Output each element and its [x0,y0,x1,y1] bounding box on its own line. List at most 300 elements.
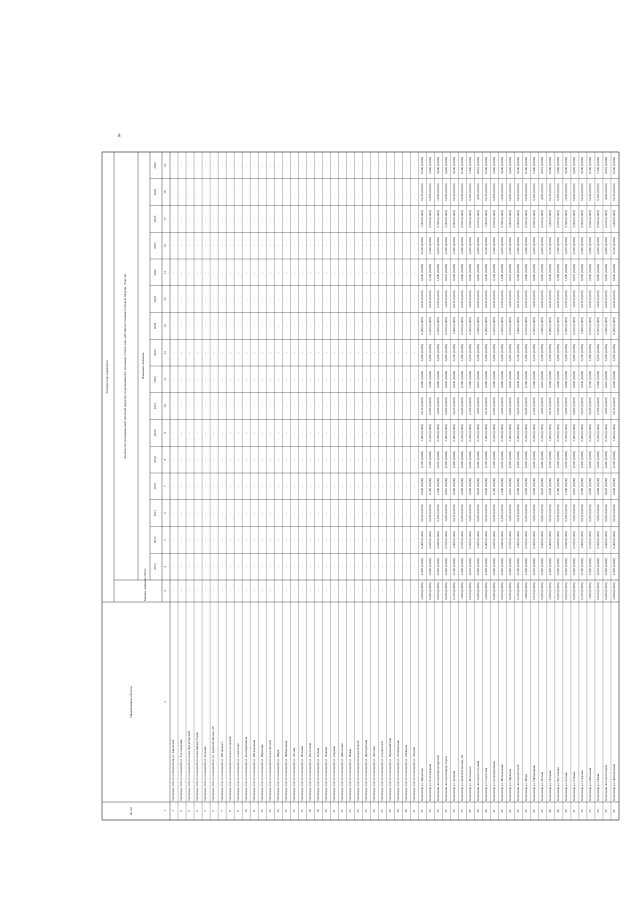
row-year-value: - [227,378,232,380]
row-year-value: - [187,539,192,541]
row-number: 16 [291,809,296,813]
row-year-value: 0,040 (0,000) [435,317,440,335]
row-year-value: 2,000 (0,000) [468,504,473,522]
row-year-value: 0,010 (0,000) [427,424,432,442]
row-year-value: - [283,512,288,514]
row-year-value: 0,010 (0,000) [500,237,505,255]
row-year-value: - [219,298,224,300]
row-year-value: 2,000 (0,000) [484,558,489,576]
row-year-value: 0,000 (0,000) [532,263,537,282]
row-year-value: 0,020 (0,000) [564,558,569,576]
row-year-value: 0,100 (0,000) [460,156,465,175]
row-year-value: - [339,271,344,273]
row-year-value: 0,020 (0,000) [596,451,601,469]
row-year-value: - [219,325,224,327]
row-year-value: - [235,459,240,461]
row-year-value: - [315,325,320,327]
row-year-value: 1,000 (0,000) [596,370,601,389]
row-year-value: - [331,245,336,247]
row-year-value: - [371,191,376,193]
row-year-value: 0,010 (0,000) [492,424,497,442]
row-year-value: 0,500 (0,000) [516,477,521,496]
row-year-value: - [171,512,176,514]
row-year-value: - [355,432,360,434]
header-year: 2019 [153,456,157,463]
row-year-value: 1,000 (0,000) [435,263,440,282]
row-year-value: - [331,566,336,568]
row-base-value: - [347,590,352,592]
row-year-value: - [315,432,320,434]
header-index: 3 [163,590,167,592]
row-year-value: - [211,298,216,300]
row-year-value: - [283,432,288,434]
row-year-value: 0,040 (0,000) [612,263,617,282]
row-year-value: 0,010 (0,000) [444,477,449,496]
row-year-value: - [251,432,256,434]
row-year-value: - [355,164,360,166]
row-year-value: 0,020 (0,000) [588,210,593,228]
row-name: Тепловые сети от котельной поселка Лесной [267,740,272,801]
row-year-value: 0,040 (0,000) [476,237,481,255]
row-year-value: - [195,539,200,541]
row-year-value: - [219,218,224,220]
row-base-value: 0,020 (0,000) [435,582,440,600]
row-year-value: - [171,218,176,220]
row-year-value: - [267,566,272,568]
row-base-value: - [379,590,384,592]
row-name: Котельная ул. Центральная [612,764,617,801]
row-year-value: 0,500 (0,000) [444,237,449,255]
row-year-value: - [315,485,320,487]
row-year-value: - [203,218,208,220]
row-year-value: 0,040 (0,000) [468,210,473,228]
header-index: 5 [163,539,167,541]
row-year-value: 0,010 (0,000) [500,451,505,469]
row-base-value: 0,010 (0,000) [596,582,601,600]
row-year-value: - [307,459,312,461]
row-name: Тепловые сети от котельной поселка Сосновый [227,736,232,801]
row-year-value: - [227,164,232,166]
row-year-value: 0,020 (0,000) [492,531,497,549]
row-year-value: 0,020 (0,000) [452,397,457,415]
row-year-value: 0,000 (0,000) [444,397,449,415]
row-year-value: - [251,352,256,354]
row-year-value: - [363,459,368,461]
row-year-value: - [235,539,240,541]
row-year-value: - [355,485,360,487]
row-year-value: - [243,245,248,247]
row-year-value: - [371,512,376,514]
row-year-value: 0,040 (0,000) [580,370,585,389]
row-year-value: - [387,298,392,300]
row-number: 45 [524,809,529,813]
row-year-value: - [379,191,384,193]
row-year-value: - [171,566,176,568]
row-year-value: 0,000 (0,000) [476,290,481,308]
row-year-value: 0,040 (0,000) [548,477,553,496]
row-year-value: - [371,325,376,327]
row-number: 21 [331,809,336,813]
row-year-value: - [187,485,192,487]
row-year-value: - [347,352,352,354]
row-name: Котельная ул. Парковая [508,768,513,801]
row-year-value: - [275,566,280,568]
row-number: 25 [363,809,368,813]
row-number: 40 [484,809,489,813]
row-year-value: 1,000 (0,000) [532,156,537,175]
row-base-value: 0,010 (0,000) [468,582,473,600]
row-year-value: - [219,164,224,166]
row-year-value: 2,000 (0,000) [612,558,617,576]
row-year-value: 0,500 (0,000) [452,477,457,496]
row-year-value: - [363,539,368,541]
row-name: Котельная ул. Кооперативная [492,761,497,801]
row-year-value: - [171,298,176,300]
row-year-value: 2,000 (0,000) [588,263,593,282]
row-year-value: - [315,405,320,407]
row-year-value: 0,020 (0,000) [516,397,521,415]
row-year-value: - [315,245,320,247]
row-year-value: - [307,164,312,166]
row-year-value: - [315,352,320,354]
row-year-value: 1,000 (0,000) [604,183,609,201]
row-base-value: - [403,590,408,592]
row-year-value: 0,020 (0,000) [468,451,473,469]
row-year-value: 0,010 (0,000) [419,183,424,201]
row-year-value: - [331,405,336,407]
row-year-value: 0,500 (0,000) [572,237,577,255]
row-year-value: 0,000 (0,000) [460,451,465,469]
row-year-value: 0,100 (0,000) [468,397,473,415]
row-year-value: 0,500 (0,000) [419,156,424,175]
row-year-value: - [171,245,176,247]
row-year-value: - [371,218,376,220]
row-year-value: - [299,164,304,166]
row-year-value: 0,020 (0,000) [548,290,553,308]
row-base-value: 0,000 (0,000) [427,582,432,600]
row-year-value: 0,040 (0,000) [419,263,424,282]
row-year-value: - [331,512,336,514]
row-year-value: - [387,485,392,487]
row-year-value: 0,000 (0,000) [524,451,529,469]
row-year-value: 0,010 (0,000) [419,397,424,415]
row-year-value: 0,020 (0,000) [476,477,481,496]
row-year-value: 0,010 (0,000) [508,263,513,282]
row-year-value: 1,000 (0,000) [460,344,465,362]
row-year-value: 0,010 (0,000) [596,558,601,576]
row-year-value: 0,040 (0,000) [588,397,593,415]
row-year-value: 0,100 (0,000) [588,156,593,175]
row-name: Котельная ул. Южная [572,771,577,801]
row-number: 23 [347,809,352,813]
header-index: 11 [163,377,167,381]
row-year-value: - [211,164,216,166]
row-year-value: 2,000 (0,000) [427,370,432,389]
row-year-value: - [283,539,288,541]
row-year-value: - [323,459,328,461]
row-year-value: 0,010 (0,000) [532,558,537,576]
row-year-value: - [347,245,352,247]
row-year-value: - [267,271,272,273]
row-year-value: - [387,512,392,514]
row-year-value: - [339,485,344,487]
row-year-value: - [267,405,272,407]
row-year-value: 0,020 (0,000) [435,344,440,362]
row-year-value: - [235,271,240,273]
row-year-value: 0,100 (0,000) [548,451,553,469]
row-year-value: - [187,378,192,380]
row-year-value: - [363,378,368,380]
row-year-value: 0,000 (0,000) [532,477,537,496]
row-year-value: 0,100 (0,000) [540,210,545,228]
row-year-value: - [211,191,216,193]
header-plan-label: Плановые значения [141,352,145,380]
row-year-value: - [347,218,352,220]
row-year-value: - [299,245,304,247]
row-name: Котельная ул. Мира [524,774,529,801]
row-year-value: - [267,164,272,166]
row-year-value: - [395,352,400,354]
row-year-value: - [315,298,320,300]
row-year-value: 0,100 (0,000) [419,237,424,255]
row-year-value: 0,500 (0,000) [588,504,593,522]
row-year-value: 0,500 (0,000) [556,397,561,415]
row-year-value: 0,040 (0,000) [612,477,617,496]
row-year-value: - [203,298,208,300]
row-year-value: - [299,191,304,193]
row-year-value: - [179,405,184,407]
row-year-value: - [267,512,272,514]
row-year-value: 0,010 (0,000) [468,558,473,576]
row-year-value: - [179,512,184,514]
row-year-value: - [363,191,368,193]
row-year-value: 2,000 (0,000) [516,237,521,255]
row-year-value: - [379,566,384,568]
row-name: Тепловые сети от котельной ул. Восточная [307,743,312,801]
row-year-value: - [203,405,208,407]
row-year-value: - [355,271,360,273]
row-year-value: - [387,245,392,247]
row-base-value: 2,000 (0,000) [612,582,617,600]
row-number: 3 [187,810,192,812]
row-year-value: - [251,512,256,514]
row-year-value: 0,100 (0,000) [588,370,593,389]
row-year-value: 1,000 (0,000) [572,504,577,522]
row-year-value: - [395,566,400,568]
row-name: Тепловые сети от котельной на ул. Заводской [171,739,176,801]
row-year-value: - [307,405,312,407]
row-year-value: - [331,539,336,541]
row-year-value: - [179,245,184,247]
row-year-value: 0,040 (0,000) [444,558,449,576]
row-year-value: 0,500 (0,000) [604,558,609,576]
row-year-value: 0,500 (0,000) [476,344,481,362]
row-year-value: - [371,298,376,300]
row-name: Тепловые сети от котельной ул. Речная [315,748,320,801]
row-base-value: - [323,590,328,592]
row-year-value: 2,000 (0,000) [556,370,561,389]
row-year-value: 1,000 (0,000) [468,370,473,389]
row-year-value: - [235,432,240,434]
row-year-value: 1,000 (0,000) [484,210,489,228]
row-year-value: 1,000 (0,000) [508,504,513,522]
row-year-value: - [179,298,184,300]
header-index: 4 [163,565,167,568]
row-year-value: 2,000 (0,000) [612,344,617,362]
row-year-value: - [355,325,360,327]
row-year-value: 0,100 (0,000) [556,477,561,496]
row-year-value: 1,000 (0,000) [580,531,585,549]
row-base-value: 0,010 (0,000) [532,582,537,600]
row-year-value: - [267,245,272,247]
row-year-value: - [203,164,208,166]
row-year-value: - [283,218,288,220]
row-year-value: - [307,485,312,487]
header-year: 2017 [153,509,157,517]
header-year: 2028 [153,215,157,223]
row-year-value: - [171,432,176,434]
row-year-value: - [315,459,320,461]
row-year-value: - [291,271,296,273]
row-year-value: - [219,191,224,193]
row-year-value: 0,100 (0,000) [476,424,481,442]
row-year-value: - [251,539,256,541]
row-year-value: 0,010 (0,000) [460,531,465,549]
row-year-value: - [347,325,352,327]
row-base-value: - [331,590,336,592]
row-year-value: - [275,485,280,487]
row-year-value: 2,000 (0,000) [596,290,601,308]
row-year-value: - [411,298,416,300]
row-year-value: 0,040 (0,000) [556,290,561,308]
row-year-value: - [187,245,192,247]
row-year-value: 0,000 (0,000) [516,424,521,442]
row-number: 28 [387,809,392,813]
row-year-value: 0,010 (0,000) [612,183,617,201]
row-name: Тепловые сети от котельной ул. Первомайская [387,738,392,801]
row-year-value: - [331,352,336,354]
row-year-value: 0,000 (0,000) [572,183,577,201]
row-year-value: 0,100 (0,000) [612,451,617,469]
row-year-value: - [227,539,232,541]
row-name: Тепловые сети от котельной ул. Южная [323,747,328,801]
row-year-value: 0,040 (0,000) [588,183,593,201]
row-year-value: - [379,298,384,300]
row-year-value: 1,000 (0,000) [524,558,529,576]
row-number: 13 [267,809,272,813]
row-number: 51 [572,809,577,813]
row-year-value: 0,010 (0,000) [580,504,585,522]
header-index: 2 [163,701,167,703]
row-name: Котельная ул. Восточная [556,767,561,801]
row-year-value: - [347,566,352,568]
row-year-value: - [219,352,224,354]
row-year-value: - [323,164,328,166]
row-year-value: 2,000 (0,000) [604,531,609,549]
row-year-value: 0,000 (0,000) [452,424,457,442]
row-year-value: 0,020 (0,000) [588,424,593,442]
row-year-value: 2,000 (0,000) [532,290,537,308]
row-year-value: 1,000 (0,000) [500,263,505,282]
row-year-value: 0,500 (0,000) [460,290,465,308]
row-year-value: - [403,432,408,434]
row-year-value: - [347,432,352,434]
row-base-value: - [179,590,184,592]
row-year-value: - [363,164,368,166]
row-year-value: - [403,298,408,300]
row-year-value: - [291,191,296,193]
header-index: 13 [163,324,167,328]
header-year: 2024 [153,322,157,330]
row-year-value: 0,500 (0,000) [564,424,569,442]
row-name: Котельная ул. Лесная [540,771,545,801]
row-year-value: - [235,512,240,514]
row-year-value: 0,500 (0,000) [484,156,489,175]
row-year-value: - [387,459,392,461]
row-year-value: - [219,378,224,380]
row-year-value: - [203,459,208,461]
row-year-value: - [379,378,384,380]
row-year-value: - [275,432,280,434]
row-year-value: - [403,325,408,327]
row-year-value: 0,020 (0,000) [532,237,537,255]
row-name: Тепловые сети от котельной ул. Парковая [259,744,264,801]
row-year-value: - [299,512,304,514]
row-year-value: 0,500 (0,000) [435,424,440,442]
row-year-value: - [299,566,304,568]
row-year-value: - [171,271,176,273]
row-year-value: - [363,566,368,568]
row-year-value: 0,020 (0,000) [427,317,432,335]
row-base-value: - [387,590,392,592]
row-year-value: - [355,378,360,380]
row-year-value: 2,000 (0,000) [452,237,457,255]
row-year-value: 0,500 (0,000) [532,317,537,335]
row-number: 55 [604,809,609,813]
row-year-value: 1,000 (0,000) [556,237,561,255]
row-year-value: - [331,218,336,220]
row-year-value: - [179,566,184,568]
row-year-value: - [307,218,312,220]
row-year-value: 2,000 (0,000) [444,210,449,228]
row-year-value: 1,000 (0,000) [508,290,513,308]
row-year-value: - [259,245,264,247]
row-year-value: 0,000 (0,000) [508,183,513,201]
row-year-value: 1,000 (0,000) [556,451,561,469]
row-year-value: - [371,245,376,247]
row-year-value: 0,000 (0,000) [508,397,513,415]
row-year-value: - [395,164,400,166]
row-year-value: 0,040 (0,000) [508,558,513,576]
row-year-value: - [395,485,400,487]
row-year-value: - [355,298,360,300]
row-year-value: - [355,539,360,541]
row-number: 54 [596,809,601,813]
row-year-value: 0,100 (0,000) [484,237,489,255]
row-year-value: - [195,405,200,407]
row-year-value: - [259,378,264,380]
row-year-value: - [219,459,224,461]
row-year-value: 0,000 (0,000) [500,156,505,175]
row-year-value: - [323,566,328,568]
row-base-value: 0,020 (0,000) [564,582,569,600]
row-year-value: - [347,512,352,514]
row-year-value: - [275,218,280,220]
row-year-value: - [251,485,256,487]
row-year-value: - [315,512,320,514]
row-year-value: - [195,485,200,487]
row-year-value: 0,020 (0,000) [492,317,497,335]
